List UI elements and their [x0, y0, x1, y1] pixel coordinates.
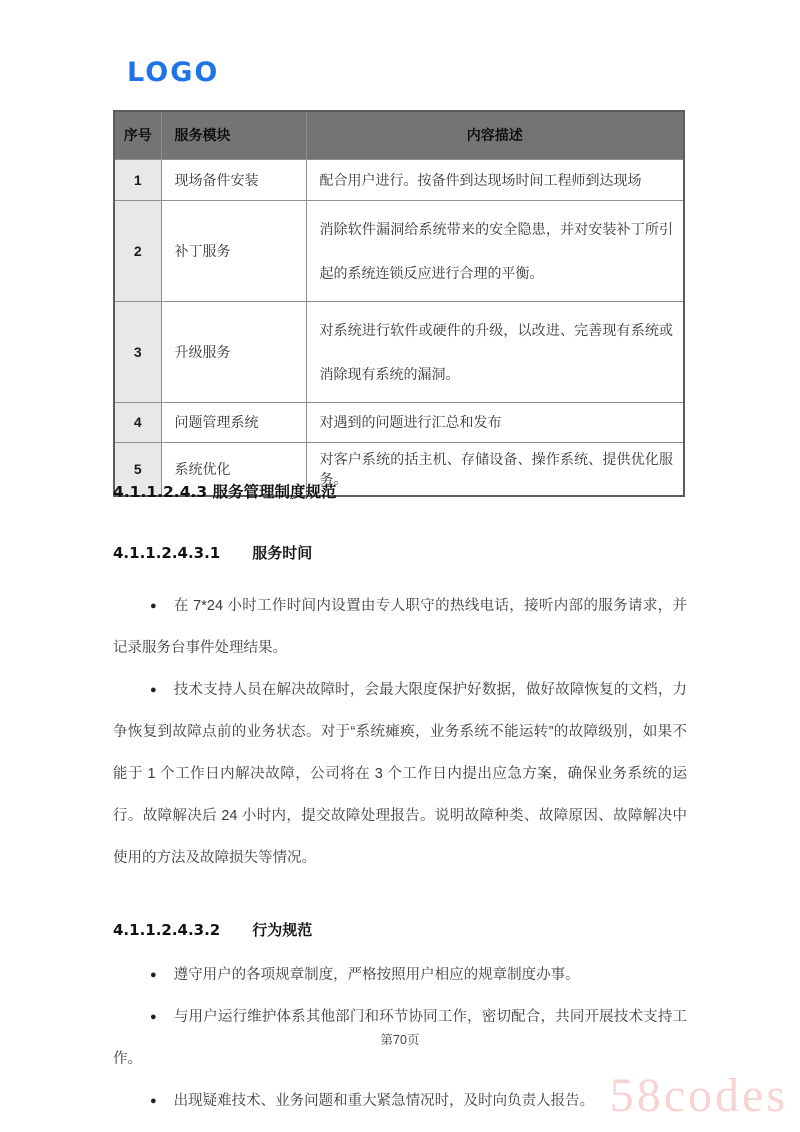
section-heading-service-management: 4.1.1.2.4.3 服务管理制度规范	[113, 483, 337, 501]
table-row	[114, 402, 684, 442]
row-description: 配合用户进行。按备件到达现场时间工程师到达现场	[306, 159, 684, 200]
service-modules-table	[113, 110, 685, 497]
paragraph-text: 在 7*24 小时工作时间内设置由专人职守的热线电话，接听内部的服务请求，并记录服务台事件处理结果。	[113, 598, 687, 656]
paragraph-text: 与用户运行维护体系其他部门和环节协同工作，密切配合，共同开展技术支持工作。	[113, 1009, 687, 1067]
row-description: 对系统进行软件或硬件的升级，以改进、完善现有系统或消除现有系统的漏洞。	[306, 301, 684, 402]
company-logo: LOGO	[127, 57, 220, 88]
row-number: 5	[114, 442, 161, 496]
row-module: 问题管理系统	[161, 402, 306, 442]
row-number: 1	[114, 159, 161, 200]
row-number: 3	[114, 301, 161, 402]
row-number: 4	[114, 402, 161, 442]
watermark: 58codes	[609, 1069, 788, 1122]
header-cell-description: 内容描述	[306, 111, 684, 159]
table-header-row	[114, 111, 684, 159]
table-row	[114, 159, 684, 200]
heading-number: 4.1.1.2.4.3.1	[113, 544, 221, 562]
header-cell-module: 服务模块	[161, 111, 306, 159]
bullet-icon: ●	[150, 1011, 157, 1023]
bullet-icon: ●	[150, 969, 157, 981]
row-description: 消除软件漏洞给系统带来的安全隐患，并对安装补丁所引起的系统连锁反应进行合理的平衡。	[306, 200, 684, 301]
heading-title: 服务时间	[252, 544, 313, 562]
paragraph-text: 出现疑难技术、业务问题和重大紧急情况时，及时向负责人报告。	[173, 1093, 595, 1109]
row-module: 补丁服务	[161, 200, 306, 301]
document-body	[113, 468, 687, 1122]
row-module: 升级服务	[161, 301, 306, 402]
heading-title: 行为规范	[252, 921, 313, 939]
section-heading-behavior	[113, 919, 687, 940]
paragraph-text: 技术支持人员在解决故障时，会最大限度保护好数据，做好故障恢复的文档，力争恢复到故障点前的业务状态。对于“系统瘫痪，业务系统不能运转”的故障级别，如果不能于 1 个工作日内解决故障，公司将在 3 个工作日内提出应急方案，确保业务系统的运行。故障解决后 24 小时内，提交故障处理报告。说明故障种类、故障原因、故障解决中使用的方法及故障损失等情况。	[113, 682, 687, 866]
bullet-paragraph	[113, 1080, 687, 1122]
row-description: 对客户系统的括主机、存储设备、操作系统、提供优化服务。	[306, 442, 684, 496]
heading-number: 4.1.1.2.4.3.2	[113, 921, 221, 939]
bullet-icon: ●	[150, 684, 157, 696]
row-module: 系统优化	[161, 442, 306, 496]
bullet-paragraph	[113, 669, 687, 879]
row-description: 对遇到的问题进行汇总和发布	[306, 402, 684, 442]
header-cell-number: 序号	[114, 111, 161, 159]
table-row	[114, 301, 684, 402]
paragraph-text: 遵守用户的各项规章制度，严格按照用户相应的规章制度办事。	[173, 967, 580, 983]
bullet-paragraph	[113, 954, 687, 996]
table-row	[114, 200, 684, 301]
section-heading-service-time	[113, 542, 687, 563]
row-module: 现场备件安装	[161, 159, 306, 200]
bullet-icon: ●	[150, 600, 157, 612]
bullet-icon: ●	[150, 1095, 157, 1107]
row-number: 2	[114, 200, 161, 301]
bullet-paragraph	[113, 585, 687, 669]
page-number: 第70页	[380, 1033, 420, 1047]
